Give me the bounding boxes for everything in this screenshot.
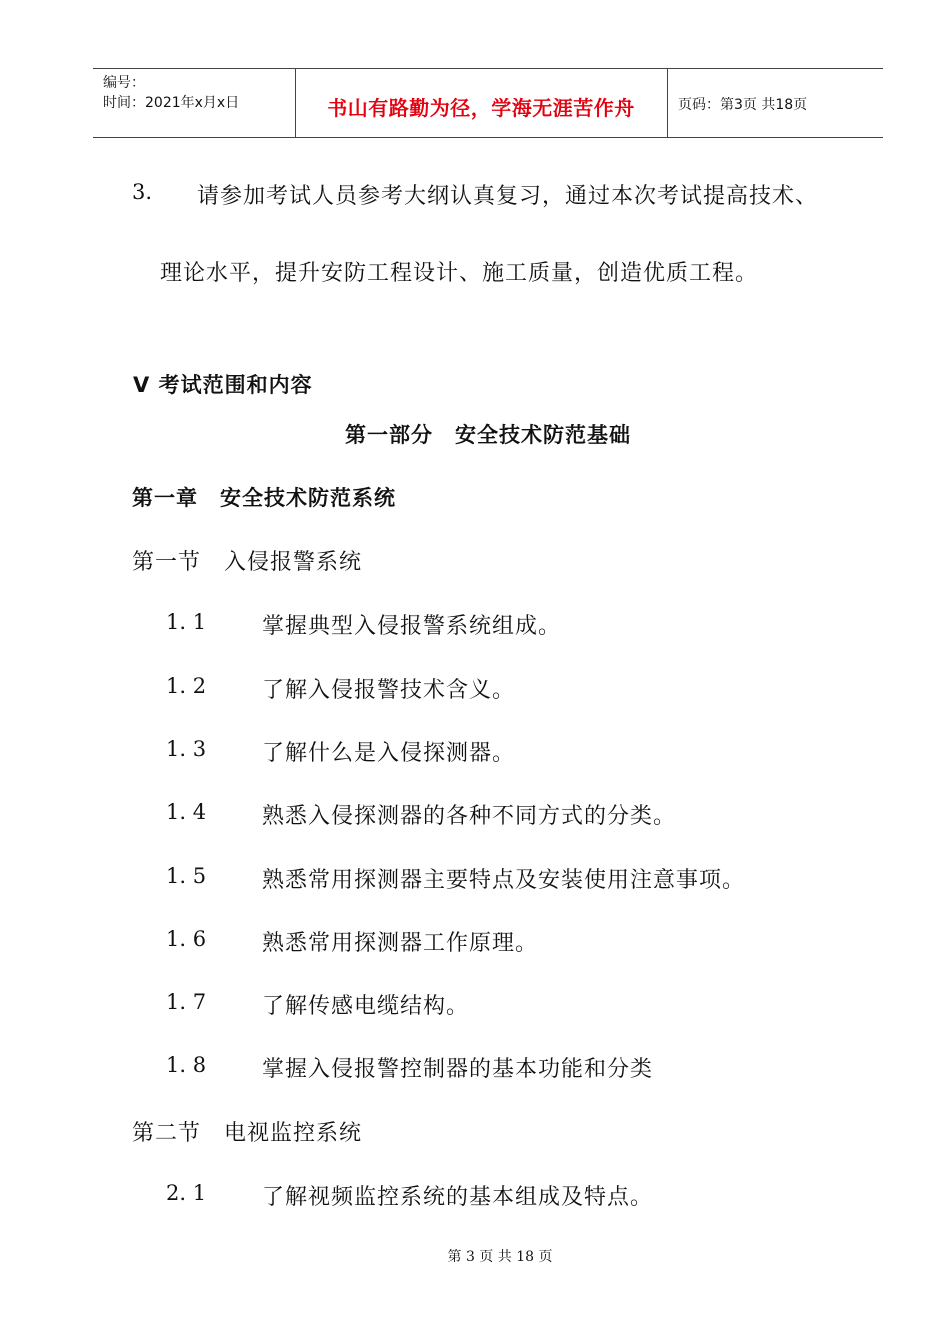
page-footer: 第 3 页 共 18 页 — [447, 1249, 553, 1265]
header-motto: 书山有路勤为径，学海无涯苦作舟 — [327, 96, 635, 120]
item-number: 1. 8 — [166, 1053, 207, 1077]
item-3-line-2: 理论水平，提升安防工程设计、施工质量，创造优质工程。 — [160, 261, 759, 286]
item-text: 掌握入侵报警控制器的基本功能和分类 — [262, 1057, 654, 1082]
chapter-title: 第一章 安全技术防范系统 — [132, 486, 396, 510]
item-number: 1. 2 — [166, 674, 207, 698]
item-number: 1. 3 — [166, 737, 207, 761]
header-meta-cell — [93, 69, 296, 137]
header-page-cell — [668, 69, 883, 137]
item-text: 熟悉常用探测器主要特点及安装使用注意事项。 — [262, 868, 746, 893]
item-3-number: 3. — [132, 180, 153, 204]
document-number-label: 编号： — [103, 75, 145, 91]
header-motto-cell — [295, 69, 668, 137]
item-text: 了解视频监控系统的基本组成及特点。 — [262, 1185, 654, 1210]
item-text: 熟悉常用探测器工作原理。 — [262, 931, 539, 956]
item-number: 1. 7 — [166, 990, 207, 1014]
item-number: 1. 1 — [166, 610, 207, 634]
item-text: 了解什么是入侵探测器。 — [262, 741, 516, 766]
item-number: 1. 5 — [166, 864, 207, 888]
item-number: 2. 1 — [166, 1181, 207, 1205]
section-v-heading: V 考试范围和内容 — [133, 373, 313, 397]
section-1-title: 第一节 入侵报警系统 — [132, 550, 363, 575]
item-text: 熟悉入侵探测器的各种不同方式的分类。 — [262, 804, 677, 829]
item-text: 掌握典型入侵报警系统组成。 — [262, 614, 562, 639]
item-number: 1. 6 — [166, 927, 207, 951]
section-2-title: 第二节 电视监控系统 — [132, 1121, 363, 1146]
part-title: 第一部分 安全技术防范基础 — [345, 423, 631, 447]
page-header — [93, 68, 883, 138]
item-text: 了解传感电缆结构。 — [262, 994, 470, 1019]
item-3-line-1: 请参加考试人员参考大纲认真复习，通过本次考试提高技术、 — [197, 184, 819, 209]
document-time-label: 时间：2021年x月x日 — [103, 95, 240, 111]
item-number: 1. 4 — [166, 800, 207, 824]
header-page-label: 页码：第3页 共18页 — [678, 97, 808, 113]
item-text: 了解入侵报警技术含义。 — [262, 678, 516, 703]
